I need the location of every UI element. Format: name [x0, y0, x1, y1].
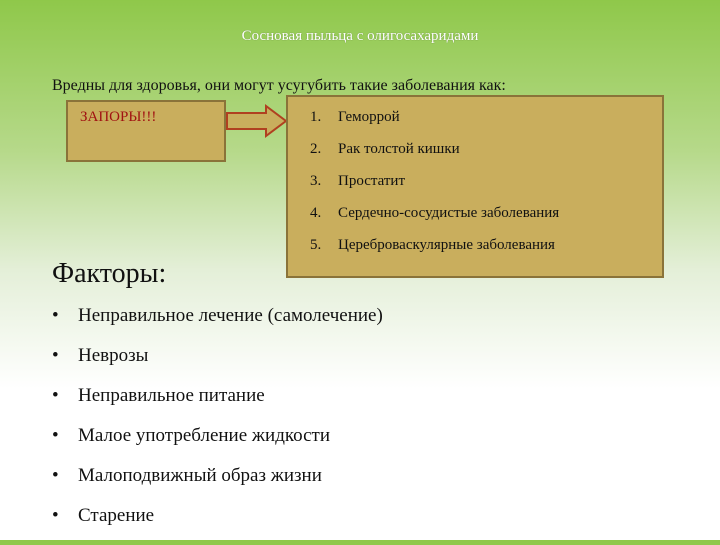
item-text: Сердечно-сосудистые заболевания [338, 205, 560, 221]
constipation-box [66, 100, 226, 162]
item-text: Цереброваскулярные заболевания [338, 237, 555, 253]
list-item [310, 173, 559, 205]
bullet-icon: • [52, 465, 59, 486]
factors-list [52, 305, 383, 545]
item-number: 3. [310, 173, 322, 189]
list-item [52, 385, 383, 425]
item-number: 2. [310, 141, 322, 157]
constipation-label: ЗАПОРЫ!!! [80, 109, 157, 125]
list-item [310, 237, 559, 269]
item-number: 4. [310, 205, 322, 221]
slide-subtitle: Вредны для здоровья, они могут усугубить такие заболевания как: [52, 77, 506, 94]
item-text: Простатит [338, 173, 406, 189]
list-item [52, 505, 383, 545]
list-item [52, 465, 383, 505]
item-text: Старение [78, 505, 155, 526]
item-number: 5. [310, 237, 322, 253]
list-item [52, 425, 383, 465]
list-item [310, 109, 559, 141]
item-text: Неправильное питание [78, 385, 265, 406]
bullet-icon: • [52, 345, 59, 366]
list-item [310, 141, 559, 173]
slide-title: Сосновая пыльца с олигосахаридами [241, 28, 479, 44]
item-text: Рак толстой кишки [338, 141, 460, 157]
factors-heading: Факторы: [52, 258, 167, 289]
list-item [52, 305, 383, 345]
diseases-list [310, 109, 559, 269]
item-number: 1. [310, 109, 322, 125]
bullet-icon: • [52, 305, 59, 326]
item-text: Геморрой [338, 109, 400, 125]
list-item [52, 345, 383, 385]
item-text: Неправильное лечение (самолечение) [78, 305, 383, 326]
right-arrow-icon [226, 104, 288, 138]
bullet-icon: • [52, 505, 59, 526]
bullet-icon: • [52, 425, 59, 446]
bullet-icon: • [52, 385, 59, 406]
item-text: Неврозы [78, 345, 149, 366]
item-text: Малое употребление жидкости [78, 425, 331, 446]
list-item [310, 205, 559, 237]
item-text: Малоподвижный образ жизни [78, 465, 322, 486]
